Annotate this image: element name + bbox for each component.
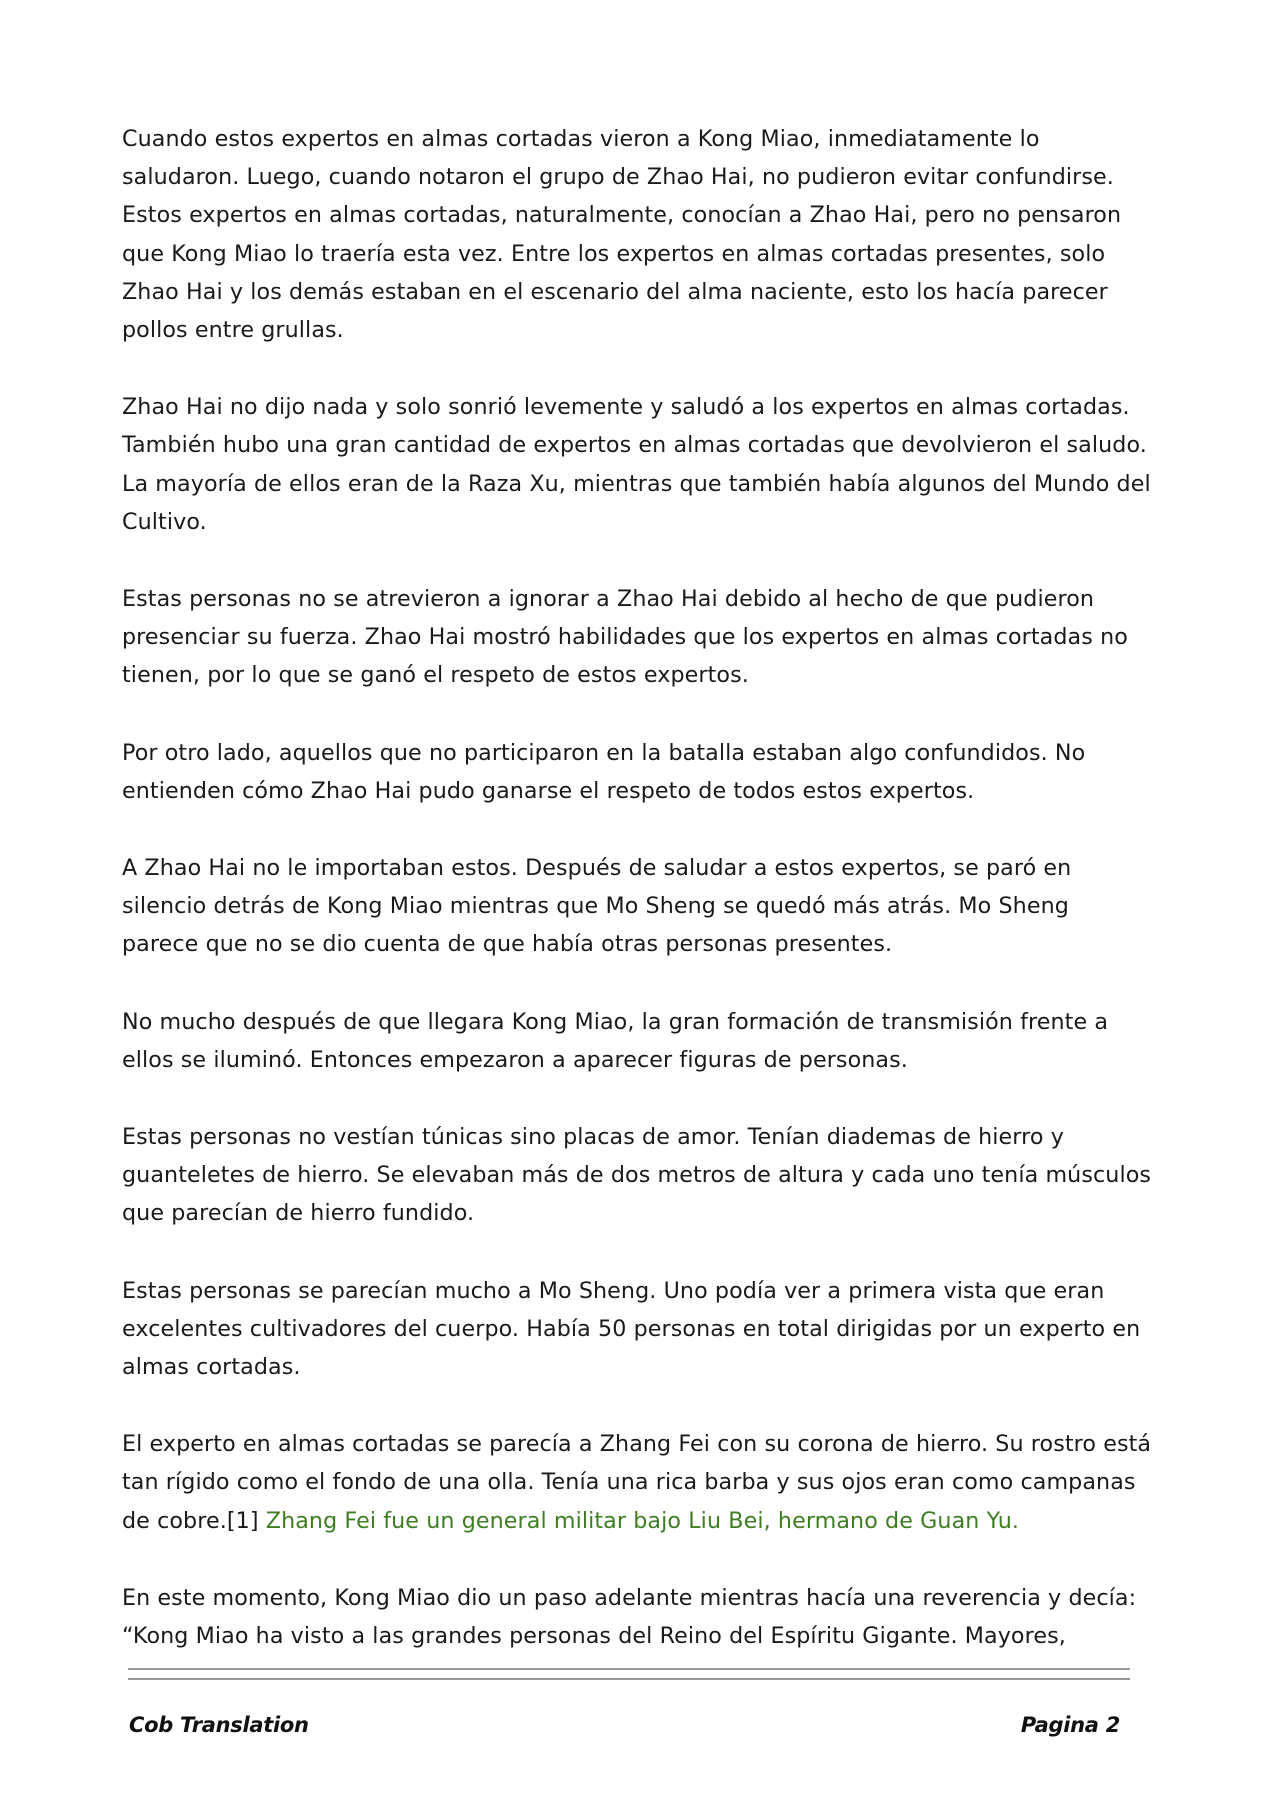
- footer-translator: Cob Translation: [129, 1713, 309, 1737]
- translator-note: Zhang Fei fue un general militar bajo Liu Bei, hermano de Guan Yu.: [265, 1507, 1020, 1534]
- paragraph-7: Estas personas no vestían túnicas sino placas de amor. Tenían diademas de hierro y guanteletes de hierro. Se elevaban más de dos metros de altura y cada uno tenía músculos que parecían de hierro fundido.: [122, 1124, 1152, 1227]
- footer-rule-bottom: [128, 1678, 1130, 1680]
- paragraph-4: Por otro lado, aquellos que no participaron en la batalla estaban algo confundidos. No entienden cómo Zhao Hai pudo ganarse el respeto de todos estos expertos.: [122, 739, 1086, 804]
- paragraph-3: Estas personas no se atrevieron a ignorar a Zhao Hai debido al hecho de que pudieron presenciar su fuerza. Zhao Hai mostró habilidades que los expertos en almas cortadas no tienen, por lo que se ganó el respeto de estos expertos.: [122, 586, 1128, 689]
- paragraph-10: En este momento, Kong Miao dio un paso adelante mientras hacía una reverencia y decía: “Kong Miao ha visto a las grandes personas del Reino del Espíritu Gigante. Mayores,: [122, 1584, 1137, 1650]
- footer-page-number: Pagina 2: [1020, 1713, 1120, 1737]
- paragraph-9: [122, 1425, 1152, 1540]
- paragraph-6: No mucho después de que llegara Kong Miao, la gran formación de transmisión frente a ellos se iluminó. Entonces empezaron a aparecer figuras de personas.: [122, 1008, 1109, 1073]
- paragraph-2: Zhao Hai no dijo nada y solo sonrió levemente y saludó a los expertos en almas cortadas. También hubo una gran cantidad de expertos en almas cortadas que devolvieron el saludo. La mayoría de ellos eran de la Raza Xu, mientras que también había algunos del Mundo del Cultivo.: [122, 394, 1151, 535]
- footer-rule-top: [128, 1668, 1130, 1670]
- paragraph-9-text: El experto en almas cortadas se parecía a Zhang Fei con su corona de hierro. Su rostro está tan rígido como el fondo de una olla. Tenía una rica barba y sus ojos eran como campanas de cobre.[1]: [122, 1431, 1152, 1534]
- page-body: [122, 120, 1152, 1694]
- paragraph-5: A Zhao Hai no le importaban estos. Después de saludar a estos expertos, se paró en silencio detrás de Kong Miao mientras que Mo Sheng se quedó más atrás. Mo Sheng parece que no se dio cuenta de que había otras personas presentes.: [122, 855, 1072, 958]
- paragraph-1: Cuando estos expertos en almas cortadas vieron a Kong Miao, inmediatamente lo saludaron. Luego, cuando notaron el grupo de Zhao Hai, no pudieron evitar confundirse. Estos expertos en almas cortadas, naturalmente, conocían a Zhao Hai, pero no pensaron que Kong Miao lo traería esta vez. Entre los expertos en almas cortadas presentes, solo Zhao Hai y los demás estaban en el escenario del alma naciente, esto los hacía parecer pollos entre grullas.: [122, 126, 1122, 344]
- paragraph-8: Estas personas se parecían mucho a Mo Sheng. Uno podía ver a primera vista que eran excelentes cultivadores del cuerpo. Había 50 personas en total dirigidas por un experto en almas cortadas.: [122, 1277, 1141, 1381]
